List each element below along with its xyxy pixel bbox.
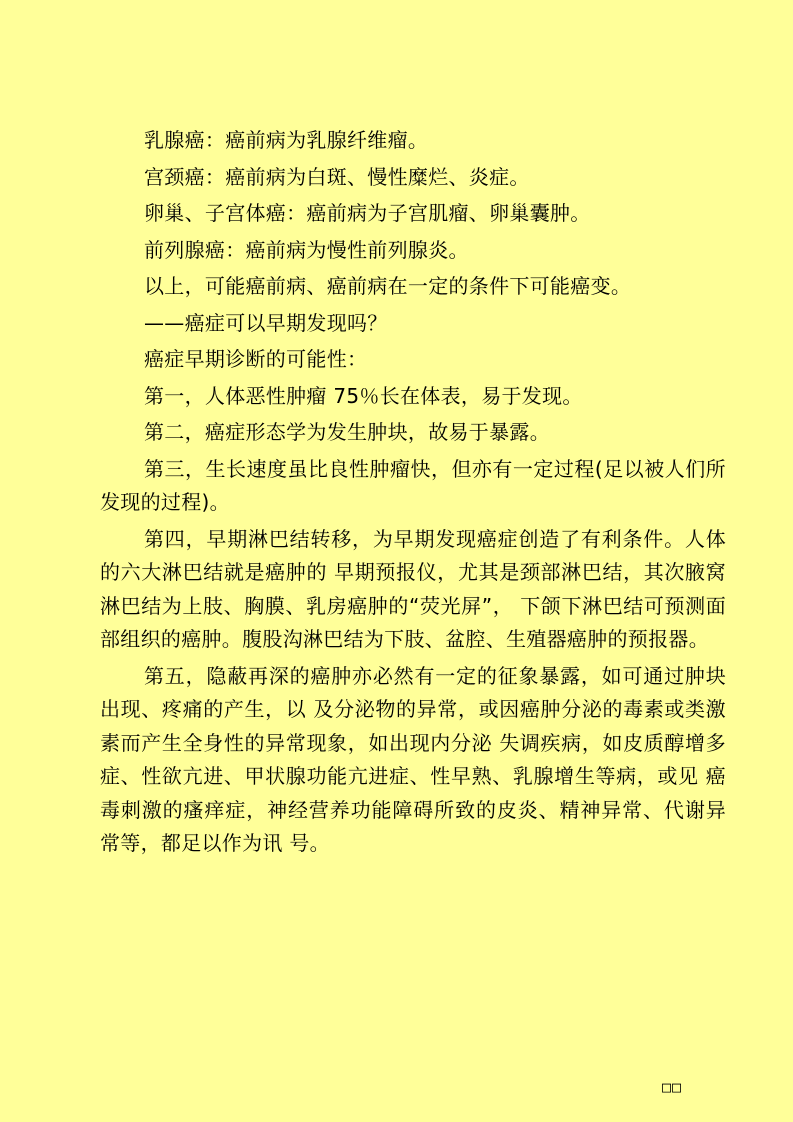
- paragraph-point-three: 第三，生长速度虽比良性肿瘤快，但亦有一定过程(足以被人们所发现的过程)。: [100, 456, 726, 514]
- paragraph-ovarian-cancer: 卵巢、子宫体癌：癌前病为子宫肌瘤、卵巢囊肿。: [144, 201, 591, 225]
- document-body: [100, 124, 726, 864]
- page-number: □□: [662, 1078, 683, 1096]
- paragraph-point-five: 第五，隐蔽再深的癌肿亦必然有一定的征象暴露，如可通过肿块出现、疼痛的产生，以 及分泌物的异常，或因癌肿分泌的毒素或类激素而产生全身性的异常现象，如出现内分泌 失调疾病，如皮质醇增多症、性欲亢进、甲状腺功能亢进症、性早熟、乳腺增生等病，或见 癌毒刺激的瘙痒症，神经营养功能障碍所致的皮炎、精神异常、代谢异常等，都足以作为讯 号。: [100, 663, 726, 855]
- paragraph-point-four: 第四，早期淋巴结转移，为早期发现癌症创造了有利条件。人体的六大淋巴结就是癌肿的 早期预报仪，尤其是颈部淋巴结，其次腋窝淋巴结为上肢、胸膜、乳房癌肿的“荧光屏”， 下颌下淋巴结可预测面部组织的癌肿。腹股沟淋巴结为下肢、盆腔、生殖器癌肿的预报器。: [100, 526, 726, 651]
- paragraph-possibility-heading: 癌症早期诊断的可能性：: [144, 347, 368, 371]
- paragraph-question: ——癌症可以早期发现吗？: [144, 310, 388, 335]
- paragraph-point-one: 第一，人体恶性肿瘤 75％长在体表，易于发现。: [144, 383, 583, 408]
- paragraph-summary: 以上，可能癌前病、癌前病在一定的条件下可能癌变。: [144, 274, 632, 298]
- paragraph-point-two: 第二，癌症形态学为发生肿块，故易于暴露。: [144, 420, 550, 444]
- paragraph-breast-cancer: 乳腺癌：癌前病为乳腺纤维瘤。: [144, 128, 429, 152]
- paragraph-cervical-cancer: 宫颈癌：癌前病为白斑、慢性糜烂、炎症。: [144, 164, 530, 189]
- paragraph-prostate-cancer: 前列腺癌：癌前病为慢性前列腺炎。: [144, 237, 469, 262]
